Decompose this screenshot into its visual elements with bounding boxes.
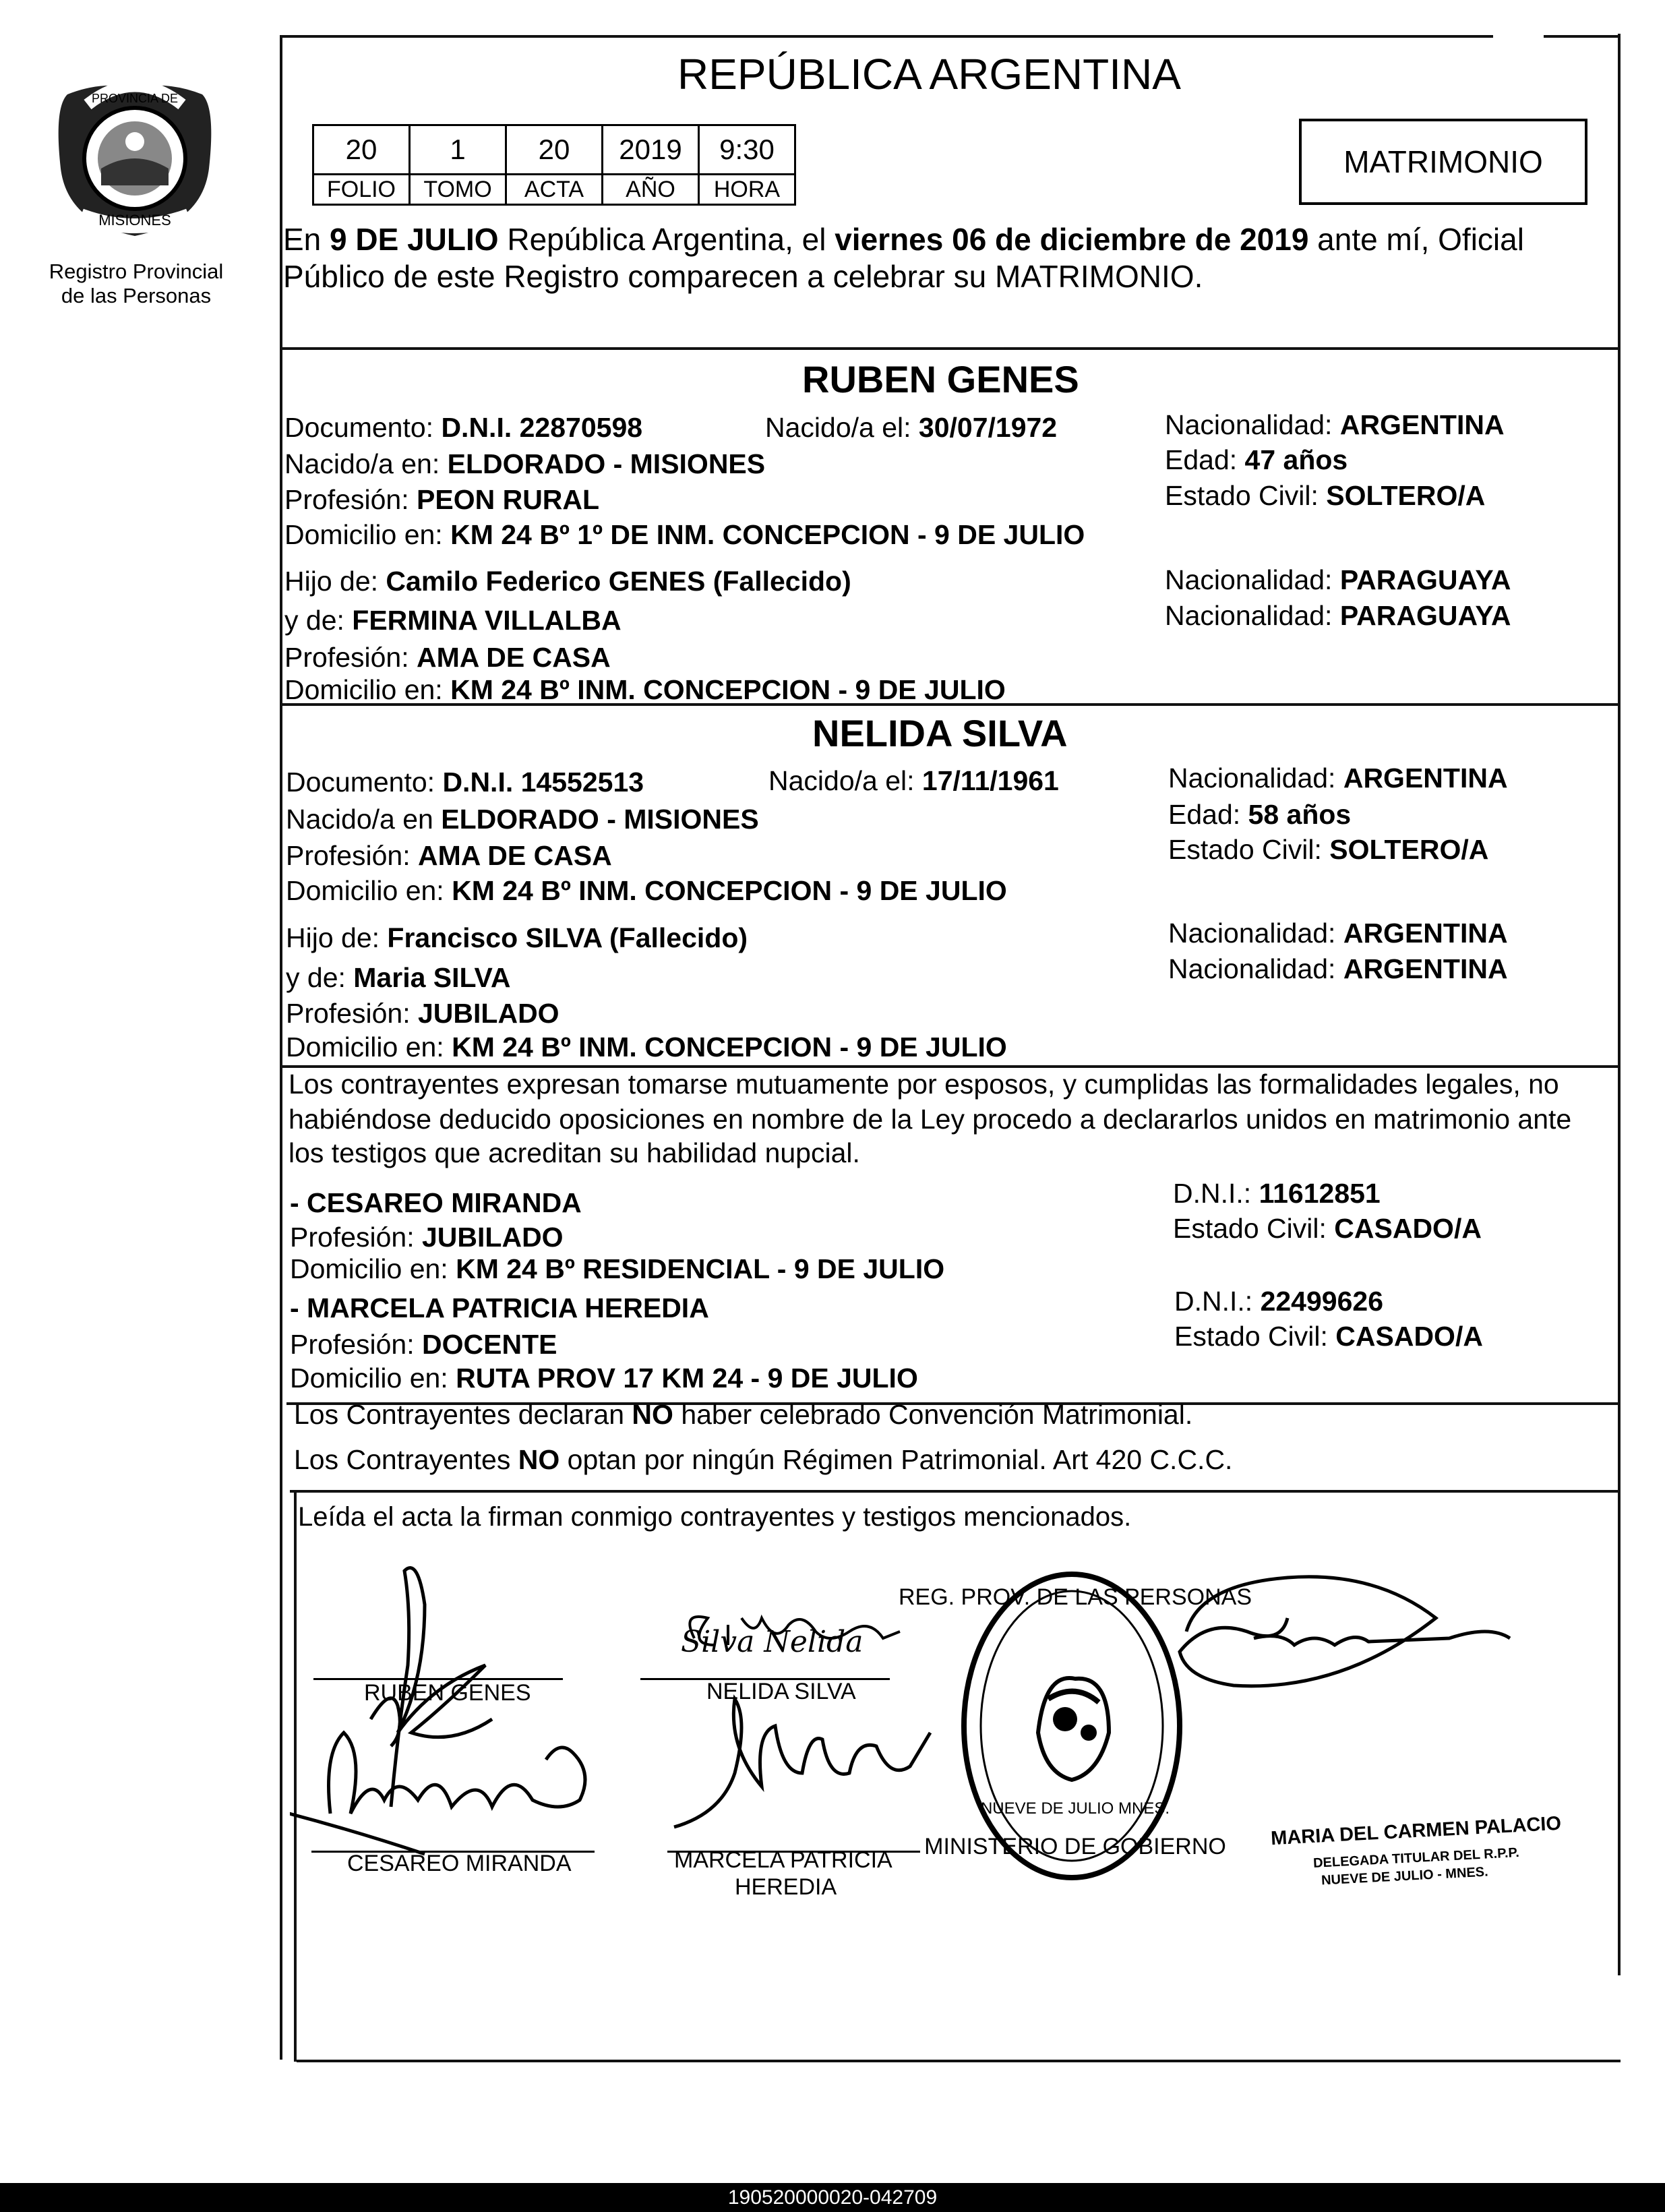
seal-inner-text: NUEVE DE JULIO MNES. <box>980 1799 1170 1818</box>
spouse2-birth-date: Nacido/a el: 17/11/1961 <box>768 765 1059 796</box>
registry-caption: Registro Provincial de las Personas <box>49 260 224 307</box>
hora-label: HORA <box>699 175 795 205</box>
regime-line-1: Los Contrayentes declaran NO haber celebrado Convención Matrimonial. <box>294 1399 1193 1430</box>
spouse1-civil-status: Estado Civil: SOLTERO/A <box>1165 480 1486 511</box>
spouse1-profession: Profesión: PEON RURAL <box>284 484 600 515</box>
intro-line-2: Público de este Registro comparecen a celebrar su MATRIMONIO. <box>283 259 1203 294</box>
intro-line-1: En 9 DE JULIO República Argentina, el viernes 06 de diciembre de 2019 ante mí, Oficial <box>283 222 1524 257</box>
witness2-name: - MARCELA PATRICIA HEREDIA <box>290 1292 709 1323</box>
folio-value: 20 <box>313 125 410 175</box>
spouse2-civil-status: Estado Civil: SOLTERO/A <box>1168 834 1489 865</box>
spouse1-nationality: Nacionalidad: ARGENTINA <box>1165 409 1505 440</box>
registry-table <box>312 124 796 206</box>
official-title: DELEGADA TITULAR DEL R.P.P. <box>1312 1845 1520 1871</box>
witness2-address: Domicilio en: RUTA PROV 17 KM 24 - 9 DE JULIO <box>290 1363 918 1394</box>
spouse2-father: Hijo de: Francisco SILVA (Fallecido) <box>286 922 748 953</box>
anio-label: AÑO <box>603 175 699 205</box>
spouse1-address: Domicilio en: KM 24 Bº 1º DE INM. CONCEPCION - 9 DE JULIO <box>284 519 1085 550</box>
declaration-line-3: los testigos que acreditan su habilidad nupcial. <box>289 1137 860 1168</box>
spouse1-father: Hijo de: Camilo Federico GENES (Fallecido) <box>284 566 851 597</box>
frame-top-line-right <box>1544 35 1621 38</box>
divider-5 <box>290 1490 1621 1493</box>
signature-label-nelida: NELIDA SILVA <box>706 1679 856 1704</box>
spouse2-address: Domicilio en: KM 24 Bº INM. CONCEPCION - 9 DE JULIO <box>286 875 1007 906</box>
tomo-label: TOMO <box>410 175 506 205</box>
acta-value: 20 <box>506 125 603 175</box>
act-type-box: MATRIMONIO <box>1299 119 1587 205</box>
spouse2-father-nationality: Nacionalidad: ARGENTINA <box>1168 918 1508 949</box>
spouse2-nationality: Nacionalidad: ARGENTINA <box>1168 763 1508 794</box>
signature-label-marcela-2: HEREDIA <box>735 1874 837 1900</box>
logo-text-bottom: MISIONES <box>98 212 171 229</box>
spouse2-birth-place: Nacido/a en ELDORADO - MISIONES <box>286 804 759 835</box>
witness2-dni: D.N.I.: 22499626 <box>1174 1286 1383 1317</box>
official-name: MARIA DEL CARMEN PALACIO <box>1270 1812 1562 1850</box>
witness1-name: - CESAREO MIRANDA <box>290 1187 582 1218</box>
spouse2-document: Documento: D.N.I. 14552513 <box>286 767 644 798</box>
divider-1 <box>282 347 1621 350</box>
frame-bottom-line <box>297 2060 1621 2062</box>
logo-text-top: PROVINCIA DE <box>91 92 179 105</box>
seal-top-text: REG. PROV. DE LAS PERSONAS <box>898 1584 1252 1610</box>
witness1-civil-status: Estado Civil: CASADO/A <box>1173 1213 1482 1244</box>
spouse1-father-nationality: Nacionalidad: PARAGUAYA <box>1165 564 1511 595</box>
spouse1-age: Edad: 47 años <box>1165 444 1348 475</box>
spouse1-mother: y de: FERMINA VILLALBA <box>284 605 622 636</box>
spouse2-profession: Profesión: AMA DE CASA <box>286 840 612 871</box>
spouse2-parents-address: Domicilio en: KM 24 Bº INM. CONCEPCION - 9 DE JULIO <box>286 1032 1007 1063</box>
frame-top-line <box>280 35 1493 38</box>
seal-bottom-text: MINISTERIO DE GOBIERNO <box>924 1834 1226 1859</box>
spouse1-birth-date: Nacido/a el: 30/07/1972 <box>765 412 1058 443</box>
spouse1-birth-place: Nacido/a en: ELDORADO - MISIONES <box>284 448 766 479</box>
frame-left-line <box>280 37 282 2060</box>
acta-label: ACTA <box>506 175 603 205</box>
witness2-profession: Profesión: DOCENTE <box>290 1329 557 1360</box>
spouse1-parents-profession: Profesión: AMA DE CASA <box>284 642 611 673</box>
spouse2-mother-nationality: Nacionalidad: ARGENTINA <box>1168 953 1508 984</box>
nelida-handwritten: Silva Nelida <box>681 1625 864 1659</box>
spouse2-age: Edad: 58 años <box>1168 799 1352 830</box>
signature-label-ruben: RUBEN GENES <box>364 1680 531 1706</box>
closing-statement: Leída el acta la firman conmigo contrayentes y testigos mencionados. <box>298 1502 1132 1532</box>
anio-value: 2019 <box>603 125 699 175</box>
spouse1-document: Documento: D.N.I. 22870598 <box>284 412 643 443</box>
witness1-address: Domicilio en: KM 24 Bº RESIDENCIAL - 9 DE JULIO <box>290 1253 945 1284</box>
spouse2-parents-profession: Profesión: JUBILADO <box>286 998 559 1029</box>
tomo-value: 1 <box>410 125 506 175</box>
barcode-footer: 190520000020-042709 <box>0 2183 1665 2212</box>
spouse2-name: NELIDA SILVA <box>812 712 1068 754</box>
spouse1-parents-address: Domicilio en: KM 24 Bº INM. CONCEPCION - 9 DE JULIO <box>284 674 1006 705</box>
spouse1-name: RUBEN GENES <box>802 358 1079 400</box>
signature-marcela <box>674 1699 930 1827</box>
declaration-line-1: Los contrayentes expresan tomarse mutuamente por esposos, y cumplidas las formalidades legales, no <box>289 1069 1559 1100</box>
official-place: NUEVE DE JULIO - MNES. <box>1321 1864 1489 1888</box>
witness2-civil-status: Estado Civil: CASADO/A <box>1174 1321 1483 1352</box>
signature-cesareo <box>290 1698 585 1854</box>
hora-value: 9:30 <box>699 125 795 175</box>
spouse1-mother-nationality: Nacionalidad: PARAGUAYA <box>1165 600 1511 631</box>
signature-label-marcela-1: MARCELA PATRICIA <box>674 1847 892 1873</box>
official-seal <box>899 1574 1252 1878</box>
signature-label-cesareo: CESAREO MIRANDA <box>347 1851 572 1876</box>
declaration-line-2: habiéndose deducido oposiciones en nombre de la Ley procedo a declararlos unidos en matrimonio ante <box>289 1104 1572 1135</box>
province-logo <box>40 67 229 249</box>
divider-3 <box>282 1065 1621 1068</box>
regime-line-2: Los Contrayentes NO optan por ningún Régimen Patrimonial. Art 420 C.C.C. <box>294 1444 1233 1475</box>
spouse2-mother: y de: Maria SILVA <box>286 962 511 993</box>
witness1-dni: D.N.I.: 11612851 <box>1173 1178 1381 1209</box>
witness1-profession: Profesión: JUBILADO <box>290 1222 564 1253</box>
country-title: REPÚBLICA ARGENTINA <box>677 50 1181 98</box>
folio-label: FOLIO <box>313 175 410 205</box>
signatures-layer <box>290 1530 1631 1975</box>
